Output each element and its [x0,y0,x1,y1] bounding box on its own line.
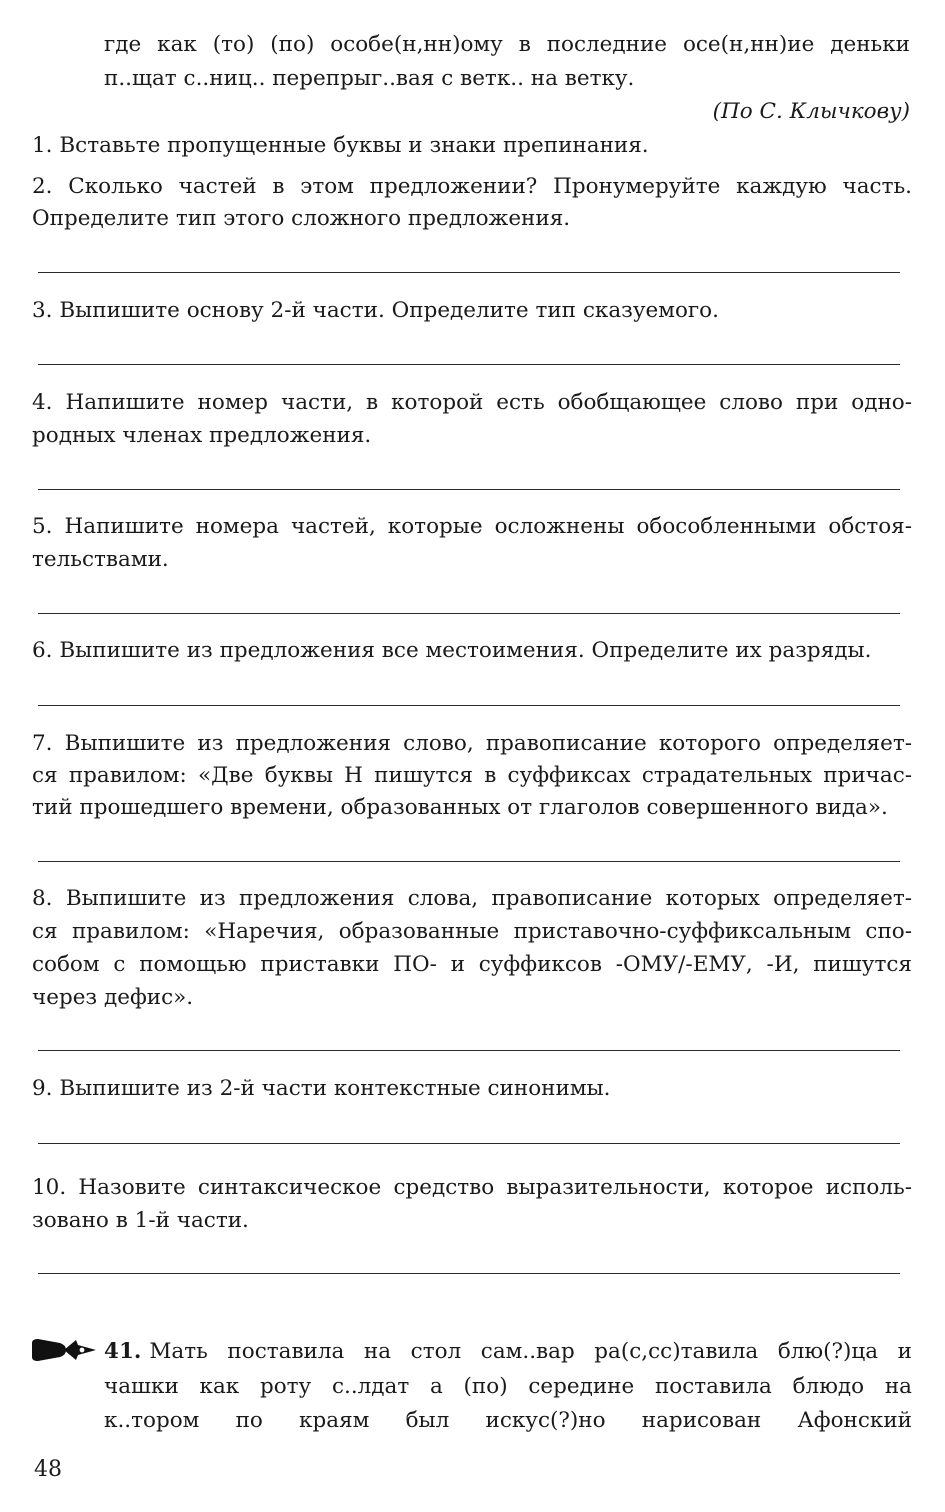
task-6-line-1: 6. Выпишите из предложения все местоимения. Определите их разряды. [32,638,872,663]
answer-line-2[interactable] [38,272,900,273]
passage-line-2: п..щат с..ниц.. перепрыг..вая с ветк.. на ветку. [104,66,635,91]
answer-line-4[interactable] [38,489,900,490]
task-10-line-1: 10. Назовите синтаксическое средство выразительности, которое исполь- [32,1175,912,1200]
task-7-line-1: 7. Выпишите из предложения слово, правописание которого определяет- [32,731,912,756]
attribution: (По С. Клычкову) [712,99,910,124]
task-5-line-2: тельствами. [32,547,169,572]
task-7-line-3: тий прошедшего времени, образованных от глаголов совершенного вида». [32,795,888,820]
task-9-line-1: 9. Выпишите из 2-й части контекстные синонимы. [32,1076,611,1101]
passage-line-1: где как (то) (по) особе(н,нн)ому в последние осе(н,нн)ие деньки [104,32,910,57]
task-2-line-2: Определите тип этого сложного предложения. [32,206,571,231]
answer-line-7[interactable] [38,861,900,862]
answer-line-5[interactable] [38,613,900,614]
task-8-line-3: собом с помощью приставки ПО- и суффиксов -ОМУ/-ЕМУ, -И, пишутся [32,952,912,977]
answer-line-6[interactable] [38,705,900,706]
exercise-41-line-2: чашки как роту с..лдат а (по) середине поставила блюдо на [104,1374,912,1399]
task-3-line-1: 3. Выпишите основу 2-й части. Определите тип сказуемого. [32,298,719,323]
exercise-41-text-1: Мать поставила на стол сам..вар ра(с,сс)тавила блю(?)ца и [149,1339,912,1364]
task-4-line-2: родных членах предложения. [32,423,372,448]
answer-line-3[interactable] [38,364,900,365]
task-8-line-2: ся правилом: «Наречия, образованные приставочно-суффиксальным спо- [32,919,912,944]
answer-line-8[interactable] [38,1050,900,1051]
task-5-line-1: 5. Напишите номера частей, которые осложнены обособленными обстоя- [32,514,912,539]
task-8-line-1: 8. Выпишите из предложения слова, правописание которых определяет- [32,886,912,911]
exercise-41-line-1 [104,1341,912,1363]
pen-nib-icon [30,1337,98,1363]
task-1-line-1: 1. Вставьте пропущенные буквы и знаки препинания. [32,133,649,158]
task-10-line-2: зовано в 1-й части. [32,1208,249,1233]
exercise-number: 41. [104,1339,142,1364]
task-8-line-4: через дефис». [32,985,194,1010]
task-4-line-1: 4. Напишите номер части, в которой есть обобщающее слово при одно- [32,390,912,415]
answer-line-9[interactable] [38,1143,900,1144]
answer-line-10[interactable] [38,1273,900,1274]
page-number: 48 [34,1457,62,1482]
task-7-line-2: ся правилом: «Две буквы Н пишутся в суффиксах страдательных причас- [32,763,912,788]
task-2-line-1: 2. Сколько частей в этом предложении? Пронумеруйте каждую часть. [32,174,912,199]
exercise-41-line-3: к..тором по краям был искус(?)но нарисован Афонский [104,1408,912,1433]
